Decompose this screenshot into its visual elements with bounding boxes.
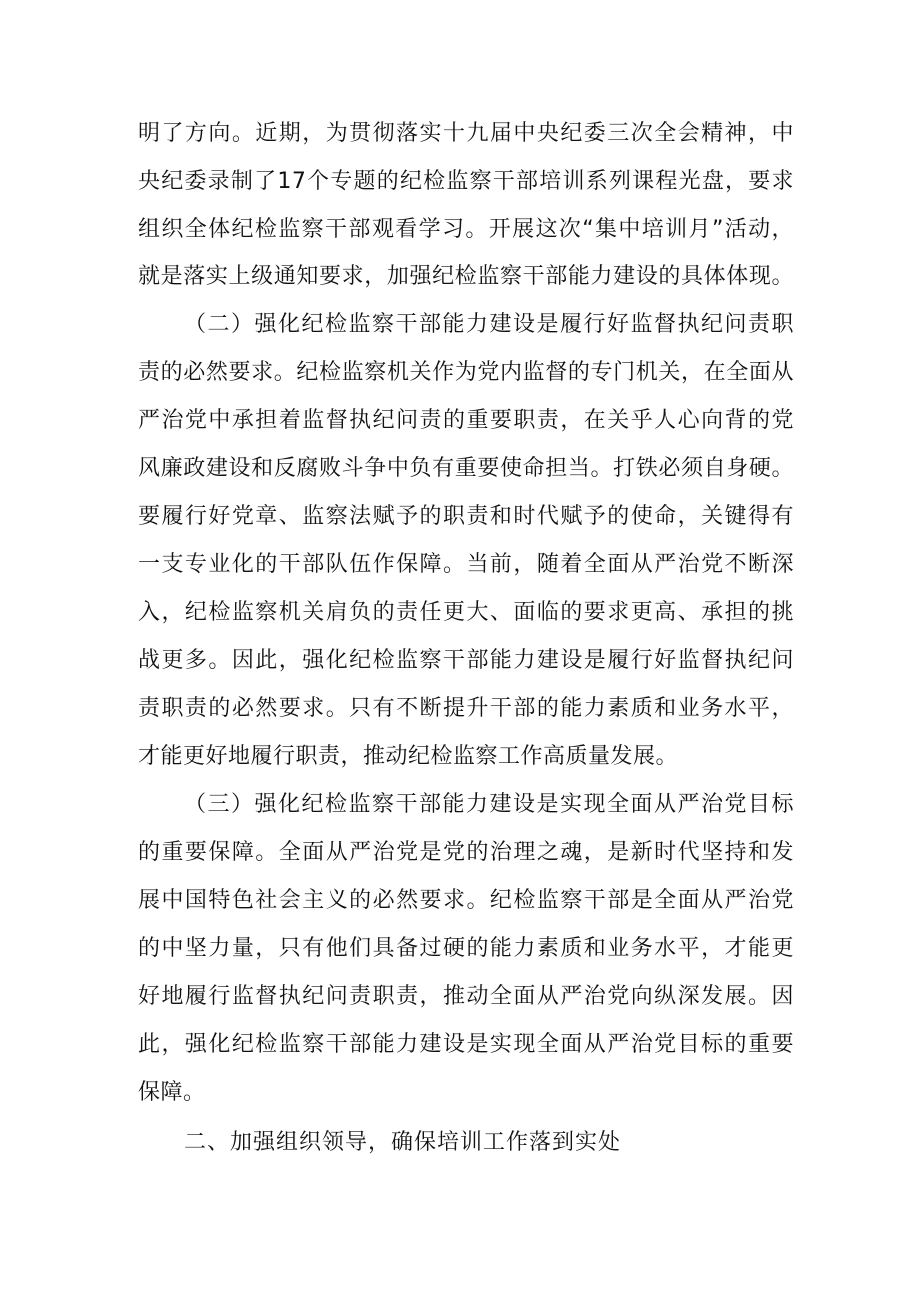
paragraph-line: （三）强化纪检监察干部能力建设是实现全面从严治党目标 (184, 792, 794, 817)
paragraph-line: 责的必然要求。纪检监察机关作为党内监督的专门机关，在全面从 (138, 360, 794, 385)
paragraph-line: 责职责的必然要求。只有不断提升干部的能力素质和业务水平， (138, 696, 794, 721)
paragraph-line: 保障。 (138, 1080, 206, 1105)
paragraph-line: 入，纪检监察机关肩负的责任更大、面临的要求更高、承担的挑 (138, 600, 794, 625)
paragraph-line: 展中国特色社会主义的必然要求。纪检监察干部是全面从严治党 (138, 888, 794, 913)
paragraph-line: 的重要保障。全面从严治党是党的治理之魂，是新时代坚持和发 (138, 840, 794, 865)
paragraph-line: 好地履行监督执纪问责职责，推动全面从严治党向纵深发展。因 (138, 984, 794, 1009)
paragraph-line: 一支专业化的干部队伍作保障。当前，随着全面从严治党不断深 (138, 552, 794, 577)
paragraph-line: 才能更好地履行职责，推动纪检监察工作高质量发展。 (138, 744, 679, 769)
paragraph-line: 战更多。因此，强化纪检监察干部能力建设是履行好监督执纪问 (138, 648, 794, 673)
paragraph-line: 明了方向。近期，为贯彻落实十九届中央纪委三次全会精神，中 (138, 121, 794, 146)
paragraph-line: 此，强化纪检监察干部能力建设是实现全面从严治党目标的重要 (138, 1032, 794, 1057)
paragraph-line: 严治党中承担着监督执纪问责的重要职责，在关乎人心向背的党 (138, 408, 794, 433)
paragraph-line: 要履行好党章、监察法赋予的职责和时代赋予的使命，关键得有 (138, 504, 794, 529)
paragraph-line: 风廉政建设和反腐败斗争中负有重要使命担当。打铁必须自身硬。 (138, 456, 794, 481)
paragraph-line: （二）强化纪检监察干部能力建设是履行好监督执纪问责职 (184, 312, 794, 337)
paragraph-line: 的中坚力量，只有他们具备过硬的能力素质和业务水平，才能更 (138, 936, 794, 961)
paragraph-line: 就是落实上级通知要求，加强纪检监察干部能力建设的具体体现。 (138, 264, 794, 289)
paragraph-line: 央纪委录制了17个专题的纪检监察干部培训系列课程光盘，要求 (138, 169, 794, 194)
section-heading: 二、加强组织领导，确保培训工作落到实处 (184, 1130, 622, 1155)
paragraph-line: 组织全体纪检监察干部观看学习。开展这次“集中培训月”活动， (138, 217, 794, 242)
